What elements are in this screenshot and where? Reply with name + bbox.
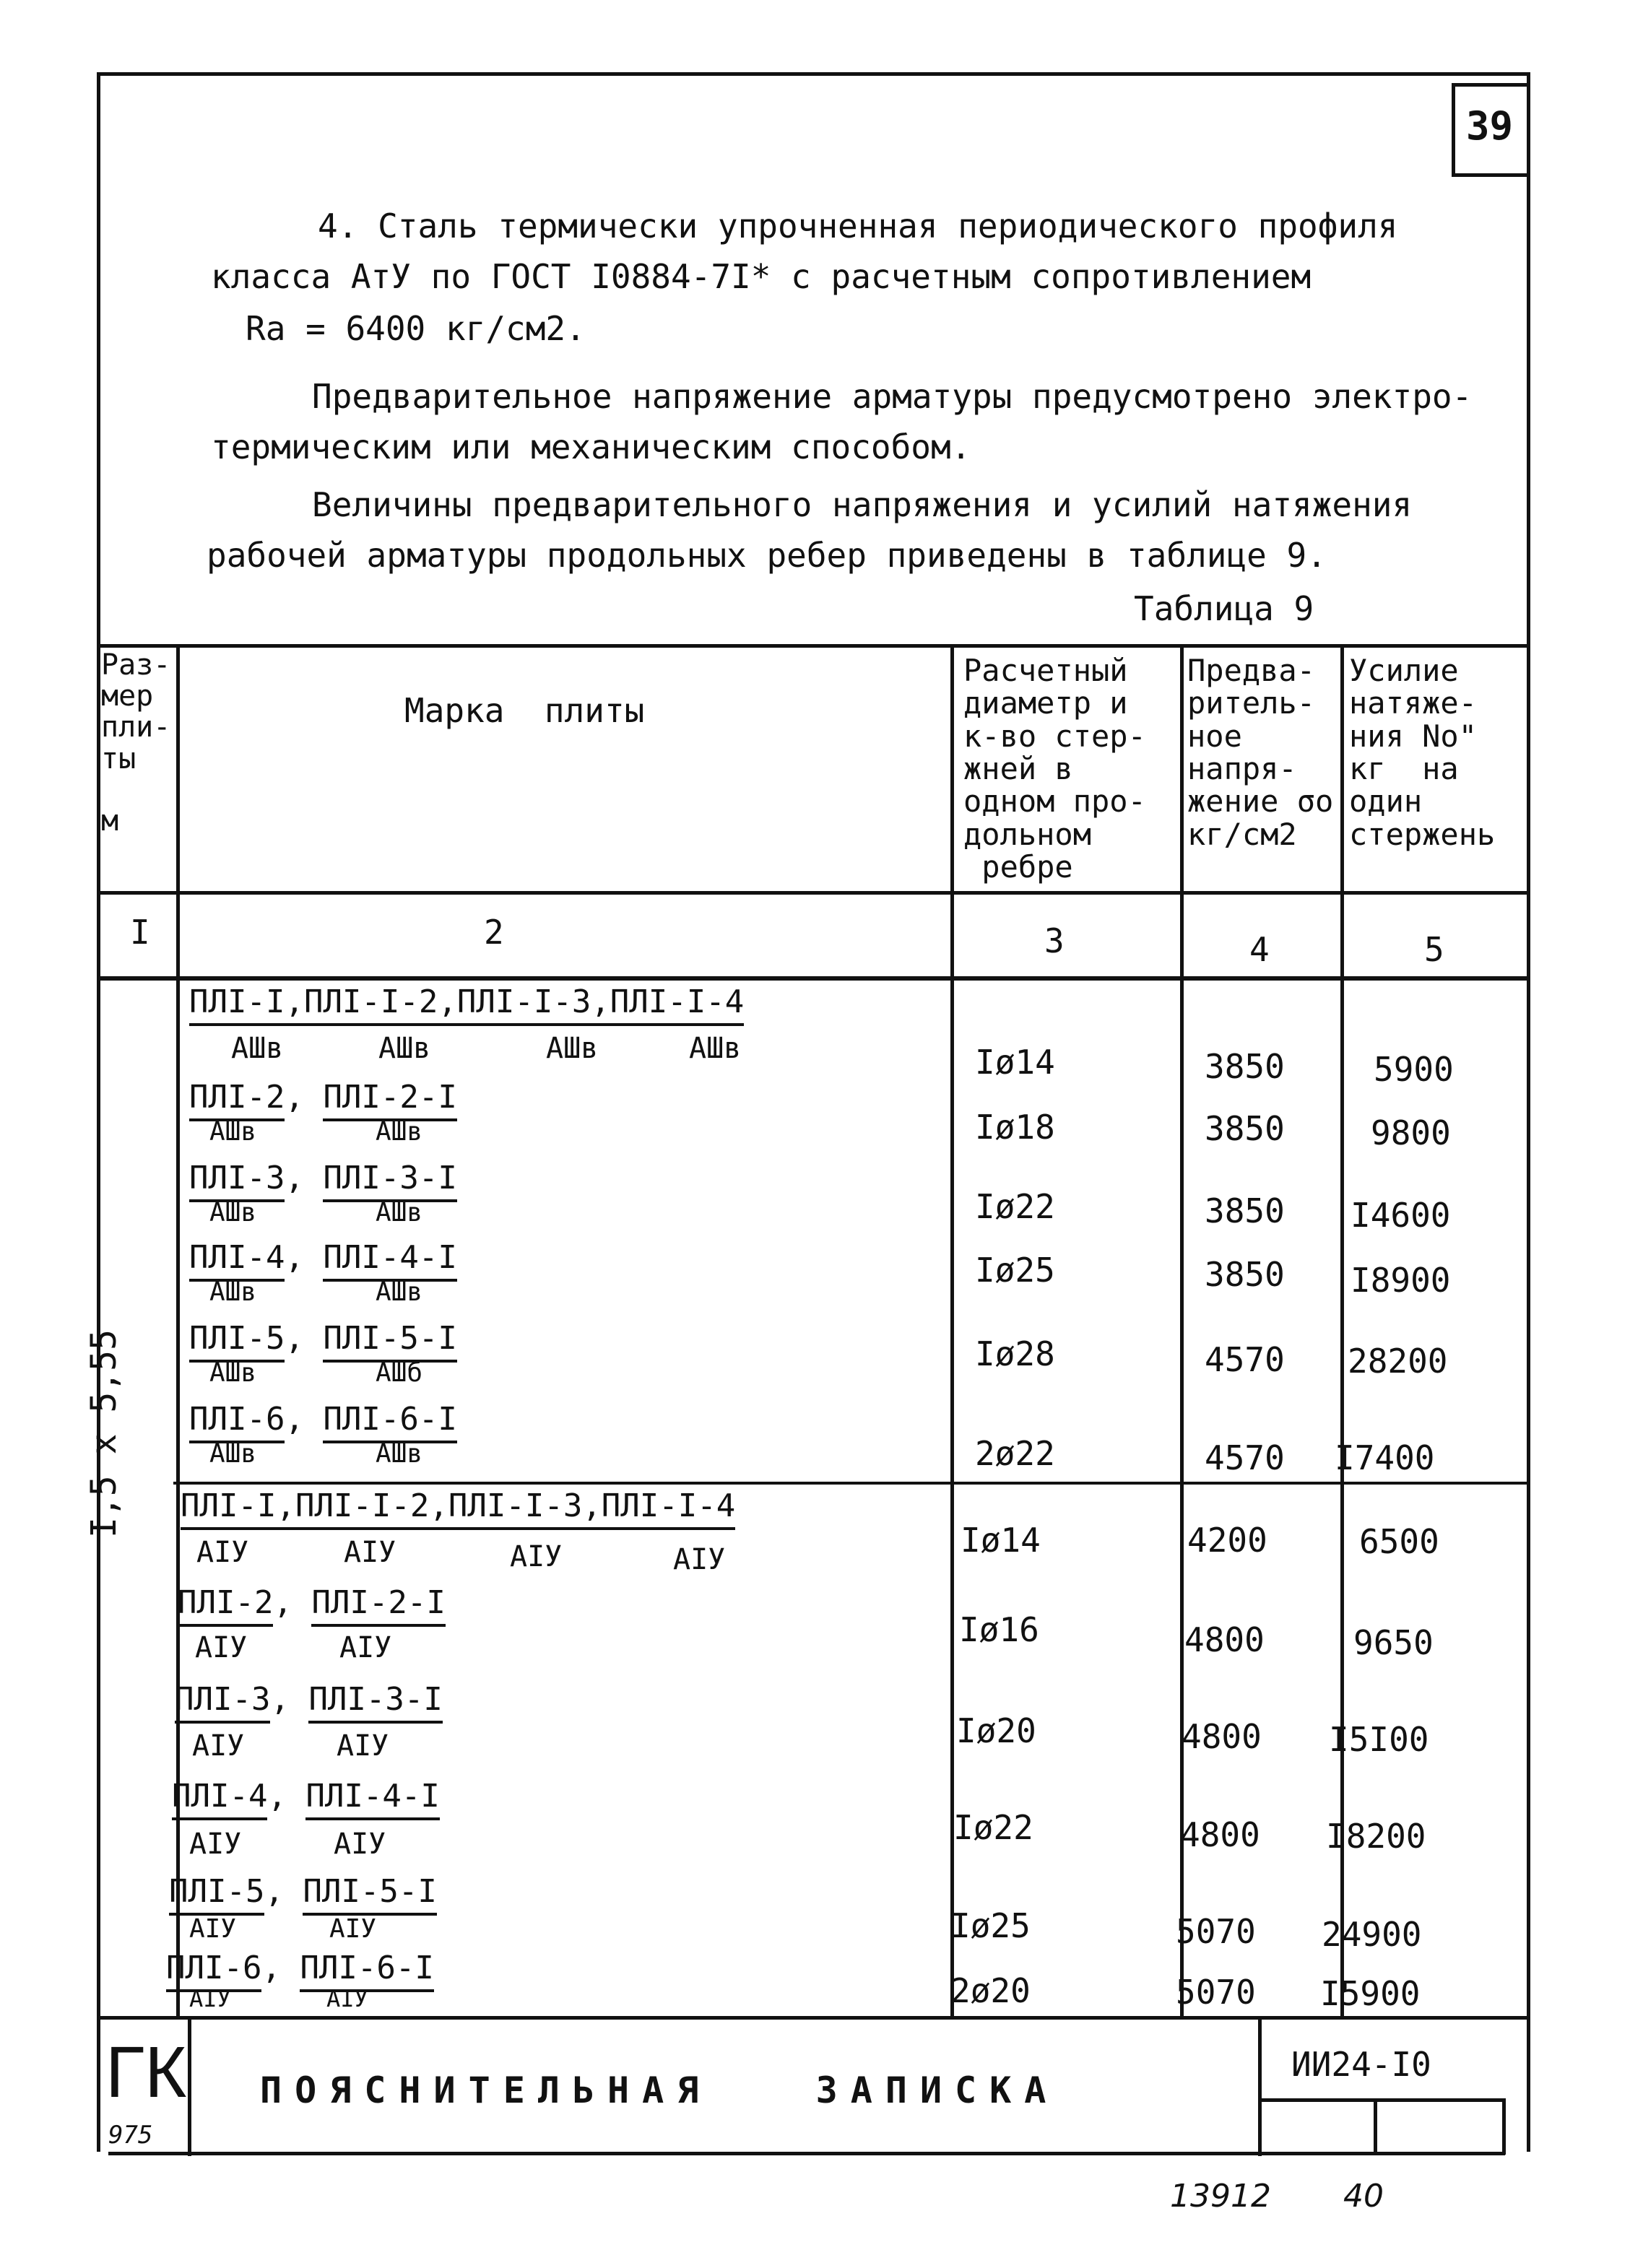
g1-class-c: АШв [546, 1032, 599, 1065]
g1-r6-cls2: АШв [376, 1439, 423, 1469]
group-divider-rule [173, 1482, 1527, 1485]
g1-mark-b: ПЛI-I-2, [304, 983, 457, 1026]
g1-r6-stress: 4570 [1205, 1438, 1285, 1477]
g1-r5-mark1: ПЛI-5 [189, 1320, 285, 1363]
g1-r3-mark1: ПЛI-3 [189, 1160, 285, 1202]
g2-r1-stress: 4200 [1187, 1521, 1267, 1560]
header-size: Раз- мер пли- ты м [101, 648, 171, 838]
g2-r3-cls2: АIУ [337, 1729, 389, 1763]
para2-line2: термическим или механическим способом. [211, 427, 971, 466]
colnum-4: 4 [1249, 930, 1270, 969]
g1-r4-cls1: АШв [209, 1277, 257, 1307]
g1-r3-mark2: ПЛI-3-I [323, 1160, 456, 1202]
g1-class-a: АШв [231, 1032, 284, 1065]
stamp-logo: ГК [105, 2032, 187, 2113]
g1-r5-cls1: АШв [209, 1358, 257, 1388]
g2-r6-mark2: ПЛI-6-I [300, 1950, 433, 1992]
g2-r4-mark2: ПЛI-4-I [305, 1778, 439, 1820]
g1-mark-c: ПЛI-I-3, [457, 983, 610, 1026]
colnum-3: 3 [1044, 921, 1065, 960]
g2-mark-a: ПЛI-I, [181, 1487, 295, 1530]
g2-mark-d: ПЛI-I-4 [602, 1487, 735, 1530]
frame-top [97, 72, 1530, 76]
g1-r6-mark1: ПЛI-6 [189, 1401, 285, 1443]
g2-class-b: АIУ [344, 1536, 396, 1569]
g2-r6-stress: 5070 [1176, 1973, 1256, 2012]
g1-r2-cls1: АШв [209, 1117, 257, 1147]
g1-r3-cls2: АШв [376, 1198, 423, 1228]
g1-r5-diam: Iø28 [975, 1334, 1055, 1373]
g1-r3-stress: 3850 [1205, 1191, 1285, 1230]
colnum-5: 5 [1424, 930, 1444, 969]
g1-r1-stress: 3850 [1205, 1047, 1285, 1086]
para3-line2: рабочей арматуры продольных ребер приведены в таблице 9. [207, 536, 1327, 575]
g2-r6-diam: 2ø20 [950, 1971, 1031, 2010]
g2-class-d: АIУ [673, 1543, 726, 1576]
g2-r2-stress: 4800 [1184, 1620, 1265, 1659]
g1-r6-mark2: ПЛI-6-I [323, 1401, 456, 1443]
g1-r5-force: 28200 [1348, 1342, 1448, 1381]
g1-r2-mark: ПЛI-2, ПЛI-2-I [189, 1079, 457, 1121]
g1-r6-mark: ПЛI-6, ПЛI-6-I [189, 1401, 457, 1443]
plate-size-label: I,5 x 5,55 [84, 1329, 124, 1538]
footer-left-number: 13912 [1170, 2178, 1271, 2215]
g1-r5-mark: ПЛI-5, ПЛI-5-I [189, 1320, 457, 1363]
g2-class-a: АIУ [196, 1536, 249, 1569]
g1-first-marks [189, 983, 744, 1026]
g1-r4-cls2: АШв [376, 1277, 423, 1307]
g1-r1-diam: Iø14 [975, 1043, 1055, 1082]
para3-line1: Величины предварительного напряжения и усилий натяжения [312, 485, 1413, 524]
g2-r1-force: 6500 [1359, 1522, 1439, 1561]
para2-line1: Предварительное напряжение арматуры предусмотрено электро- [312, 377, 1473, 416]
g2-class-c: АIУ [510, 1540, 563, 1573]
g2-r3-diam: Iø20 [956, 1711, 1036, 1750]
stamp-title: ПОЯСНИТЕЛЬНАЯ ЗАПИСКА [260, 2069, 1059, 2111]
g2-r5-stress: 5070 [1176, 1912, 1256, 1951]
table-caption: Таблица 9 [1134, 589, 1314, 628]
g2-r3-cls1: АIУ [192, 1729, 245, 1763]
g2-r5-diam: Iø25 [950, 1906, 1031, 1945]
g2-r5-mark: ПЛI-5, ПЛI-5-I [169, 1873, 437, 1916]
g2-r5-force: 24900 [1322, 1915, 1422, 1954]
stamp-code: ИИ24-I0 [1291, 2045, 1431, 2084]
g2-r3-mark: ПЛI-3, ПЛI-3-I [175, 1681, 443, 1724]
g1-r6-diam: 2ø22 [975, 1434, 1055, 1473]
g2-r2-cls1: АIУ [195, 1631, 248, 1664]
g1-r5-stress: 4570 [1205, 1340, 1285, 1379]
g1-class-b: АШв [378, 1032, 431, 1065]
g2-r5-mark1: ПЛI-5 [169, 1873, 264, 1916]
para1-line1: 4. Сталь термически упрочненная периодического профиля [318, 207, 1398, 246]
stamp-logo-number: 975 [108, 2121, 153, 2150]
g1-class-d: АШв [689, 1032, 742, 1065]
g2-r5-cls1: АIУ [189, 1914, 237, 1944]
page-number: 39 [1466, 103, 1514, 149]
g2-r3-stress: 4800 [1182, 1717, 1262, 1756]
g1-r4-mark1: ПЛI-4 [189, 1239, 285, 1282]
header-bottom-rule [97, 891, 1530, 895]
frame-left [97, 72, 100, 2152]
stamp-right-rule [1502, 2098, 1506, 2155]
g1-r2-diam: Iø18 [975, 1108, 1055, 1147]
stamp-cell-divider [1374, 2098, 1377, 2155]
g2-r6-mark: ПЛI-6, ПЛI-6-I [166, 1950, 434, 1992]
frame-right [1527, 72, 1530, 2152]
g1-r3-force: I4600 [1351, 1196, 1451, 1235]
g1-r4-force: I8900 [1351, 1261, 1451, 1300]
g1-r2-stress: 3850 [1205, 1109, 1285, 1148]
g2-r6-cls1: АIУ [189, 1985, 231, 2012]
col-divider-3 [1180, 644, 1184, 2016]
g2-r4-cls2: АIУ [334, 1828, 386, 1861]
g2-r3-force: I5I00 [1329, 1720, 1429, 1759]
para1-line2: класса АтУ по ГОСТ I0884-7I* с расчетным сопротивлением [211, 257, 1312, 296]
g1-mark-a: ПЛI-I, [189, 983, 304, 1026]
table-bottom-rule [97, 2016, 1530, 2020]
g1-r4-diam: Iø25 [975, 1251, 1055, 1290]
stamp-code-left [1258, 2016, 1262, 2156]
g2-r2-mark: ПЛI-2, ПЛI-2-I [178, 1584, 446, 1627]
g2-r5-mark2: ПЛI-5-I [303, 1873, 436, 1916]
header-force: Усилие натяже- ния No" кг на один стержень [1349, 653, 1496, 852]
g1-r5-mark2: ПЛI-5-I [323, 1320, 456, 1363]
g1-r3-diam: Iø22 [975, 1187, 1055, 1226]
colnum-1: I [130, 913, 150, 952]
g2-r2-diam: Iø16 [959, 1610, 1039, 1649]
g1-r1-force: 5900 [1374, 1050, 1454, 1089]
g2-r6-mark1: ПЛI-6 [166, 1950, 261, 1992]
stamp-code-bottom [1258, 2098, 1505, 2102]
g2-r3-mark2: ПЛI-3-I [308, 1681, 442, 1724]
g1-r4-mark: ПЛI-4, ПЛI-4-I [189, 1239, 457, 1282]
g2-r2-force: 9650 [1353, 1623, 1434, 1662]
g2-r4-cls1: АIУ [189, 1828, 242, 1861]
g1-r4-mark2: ПЛI-4-I [323, 1239, 456, 1282]
header-mark: Марка плиты [404, 691, 645, 730]
g2-first-marks [181, 1487, 735, 1530]
g1-r2-mark2: ПЛI-2-I [323, 1079, 456, 1121]
para1-line3: Rа = 6400 кг/см2. [246, 309, 586, 348]
g2-r4-diam: Iø22 [953, 1808, 1033, 1847]
g2-r6-cls2: АIУ [326, 1985, 368, 2012]
stamp-left-rule [188, 2016, 191, 2156]
g2-r1-diam: Iø14 [961, 1521, 1041, 1560]
g2-r4-stress: 4800 [1180, 1815, 1260, 1854]
g1-mark-d: ПЛI-I-4 [610, 983, 744, 1026]
g2-mark-c: ПЛI-I-3, [448, 1487, 602, 1530]
colnum-bottom-rule [97, 976, 1530, 981]
g1-r2-cls2: АШв [376, 1117, 423, 1147]
header-prestress: Предва- ритель- ное напря- жение σо кг/см2 [1187, 653, 1334, 852]
footer-right-number: 40 [1343, 2178, 1384, 2215]
g2-r2-mark2: ПЛI-2-I [311, 1584, 445, 1627]
col-divider-4 [1340, 644, 1344, 2016]
g2-r6-force: I5900 [1320, 1974, 1421, 2013]
g1-r3-mark: ПЛI-3, ПЛI-3-I [189, 1160, 457, 1202]
g2-r3-mark1: ПЛI-3 [175, 1681, 270, 1724]
g2-r4-mark: ПЛI-4, ПЛI-4-I [172, 1778, 440, 1820]
g1-r2-mark1: ПЛI-2 [189, 1079, 285, 1121]
g1-r4-stress: 3850 [1205, 1255, 1285, 1294]
stamp-bottom-rule [108, 2152, 1505, 2155]
g1-r3-cls1: АШв [209, 1198, 257, 1228]
table-top-rule [97, 644, 1530, 648]
colnum-2: 2 [484, 913, 504, 952]
g1-r6-force: I7400 [1335, 1438, 1435, 1477]
g2-r4-force: I8200 [1326, 1817, 1426, 1856]
g1-r6-cls1: АШв [209, 1439, 257, 1469]
g1-r5-cls2: АШб [376, 1358, 423, 1388]
g2-r2-mark1: ПЛI-2 [178, 1584, 273, 1627]
g2-mark-b: ПЛI-I-2, [295, 1487, 448, 1530]
g1-r2-force: 9800 [1371, 1113, 1451, 1152]
g2-r4-mark1: ПЛI-4 [172, 1778, 267, 1820]
header-diameter: Расчетный диаметр и к-во стер- жней в одном про- дольном ребре [963, 653, 1146, 885]
g2-r5-cls2: АIУ [329, 1914, 377, 1944]
g2-r2-cls2: АIУ [339, 1631, 392, 1664]
